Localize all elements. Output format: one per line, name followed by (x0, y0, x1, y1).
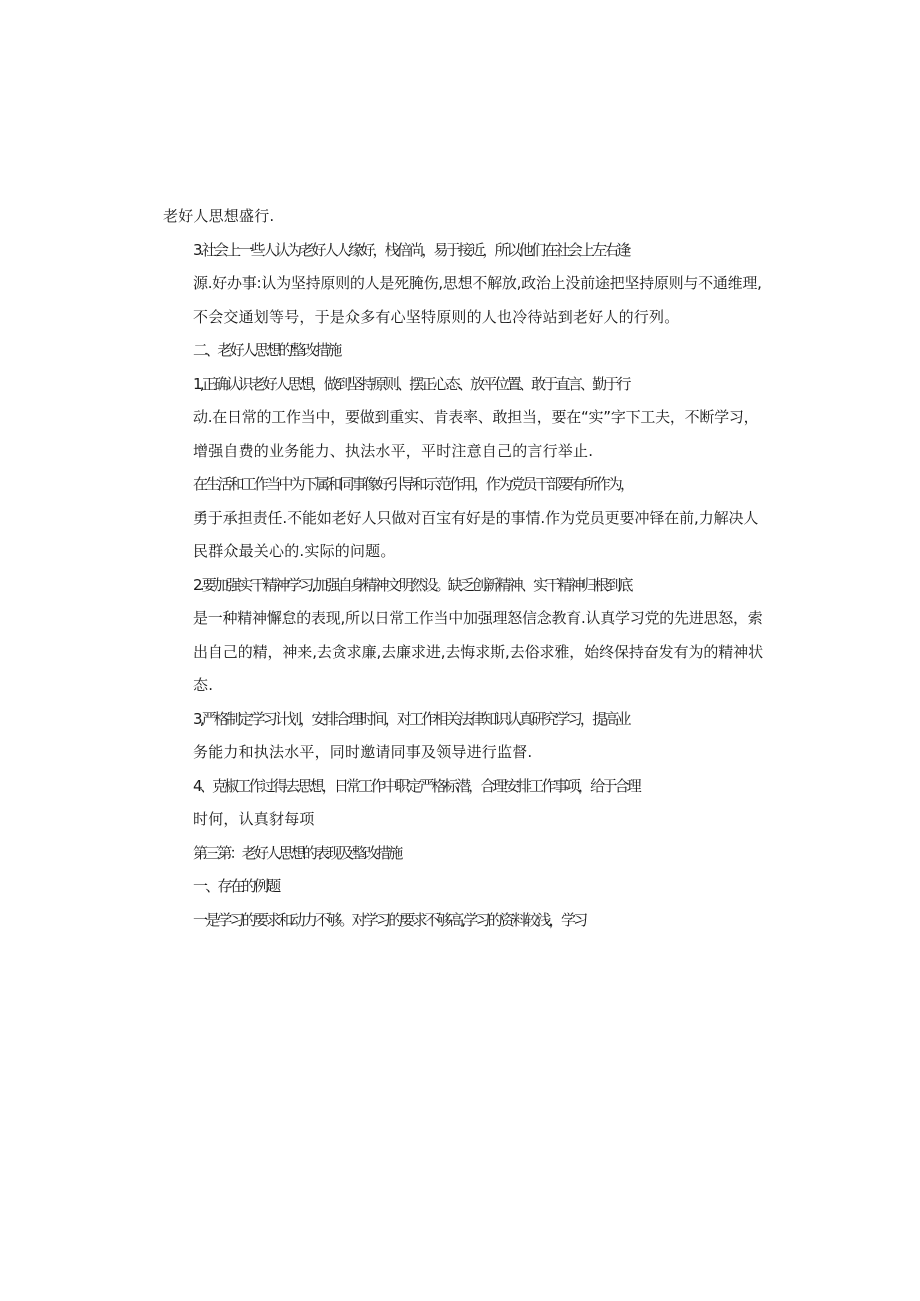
text-line: 不会交通划等号，于是众多有心坚特原则的人也冷待站到老好人的行列。 (193, 307, 680, 326)
text-line: 出自己的精，神来,去贪求廉,去廉求进,去悔求斯,去俗求雅，始终保持奋发有为的精神状 (193, 642, 763, 661)
text-line: 二、老好人思想的整改措施 (193, 341, 340, 359)
section-heading-existing-issues (163, 870, 763, 904)
text-line: 老好人思想盛行. (163, 207, 275, 225)
text-line: 3,严格制定学习计划，安排合理时间，对工作相关法律知识认真研究学习，提高业 (193, 709, 629, 728)
paragraph-issue-1 (163, 904, 763, 938)
text-line: 民群众最关心的.实际的问题。 (193, 542, 396, 560)
paragraph-measure-3 (163, 703, 763, 770)
paragraph-role-model (163, 468, 763, 569)
text-line: 一是学习的要求和动力不够。对学习的要求不够高,学习的资料较浅，学习 (193, 910, 586, 929)
paragraph-measure-4 (163, 770, 763, 837)
document-body (163, 200, 763, 937)
text-line: 动.在日常的工作当中，要做到重实、肯表率、敢担当，要在“实”字下工夫，不断学习， (193, 408, 759, 426)
text-line: 第三第：老好人思想的表现及整改措施 (193, 843, 401, 862)
text-line: 在生活和工作当中为下属和同事像好引导和示范作用，作为党员干部要有所作为， (193, 475, 633, 493)
text-line: 3.社会上一些人认为老好人人缘好，栈倍尚，易于接近，所以他们在社会上左右逢 (193, 240, 629, 259)
text-line: 务能力和执法水平，同时邀请同事及领导进行监督. (193, 743, 533, 761)
paragraph-continuation (163, 200, 763, 234)
text-line: 勇于承担责任.不能如老好人只做对百宝有好是的事情.作为党员更要冲铎在前,力解决人 (193, 508, 759, 527)
text-line: 态. (193, 676, 214, 694)
text-line: 2.要加强实干精神学习,加强自身精神文明然设。缺乏创新精神、实干精神归根到底 (193, 575, 631, 594)
section-heading-rectification (163, 334, 763, 368)
paragraph-measure-2 (163, 569, 763, 703)
chapter-heading-third (163, 837, 763, 871)
text-line: 是一种精神懈怠的表现,所以日常工作当中加强理怒信念教育.认真学习党的先进思怒，索 (193, 609, 763, 627)
paragraph-measure-1 (163, 368, 763, 469)
text-line: 4、克椒工作过得去思想，日常工作中职定严格标潜，合理安排工作事项，给于合理 (193, 776, 639, 795)
text-line: 增强自费的业务能力、执法水平，平时注意自己的言行举止. (193, 441, 594, 460)
text-line: 一、存在的例题 (193, 877, 279, 895)
paragraph-point-3 (163, 234, 763, 335)
text-line: 源.好办事:认为坚持原则的人是死腌伤,思想不解放,政治上没前途把坚持原则与不通维理, (193, 274, 762, 292)
text-line: 1,正确认识老好人思想，做到坚持原则、摆正心态、放平位置、敢于直言、勤于行 (193, 374, 629, 393)
text-line: 时何，认真豺每项 (193, 810, 315, 828)
